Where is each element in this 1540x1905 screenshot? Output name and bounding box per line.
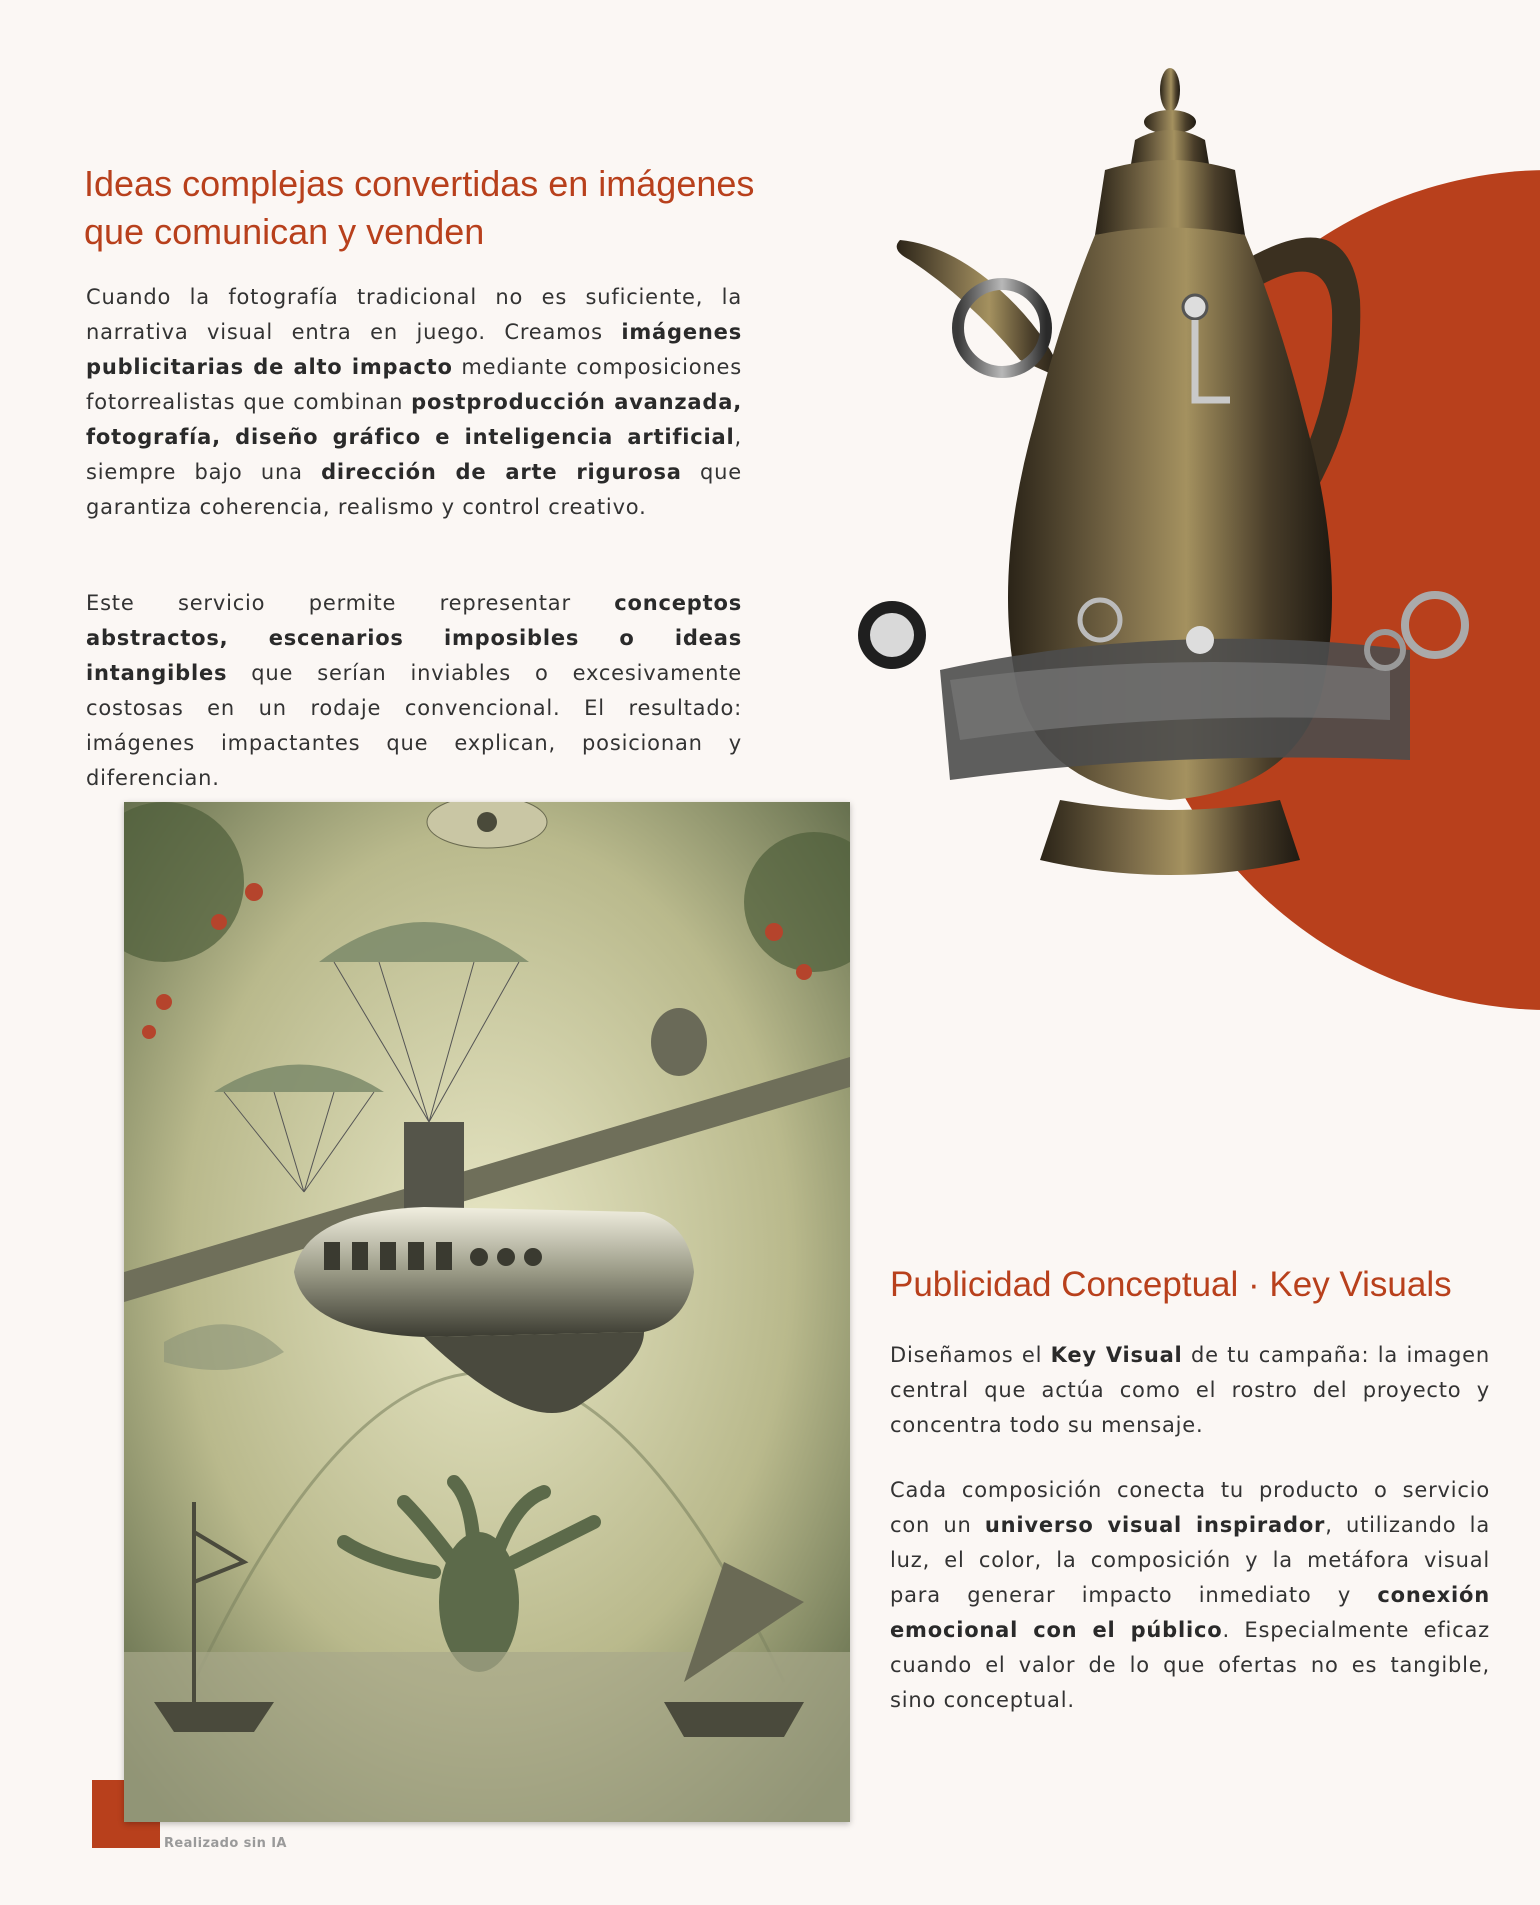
steampunk-teapot-image — [850, 60, 1490, 920]
emphasis-text: conexión emocional con el público — [890, 1583, 1490, 1642]
body-text: Cada composición conecta tu producto o servicio con un — [890, 1478, 1490, 1537]
body-text: Este servicio permite representar — [86, 591, 615, 615]
intro-paragraph — [86, 280, 742, 525]
title-line-1: Ideas complejas convertidas en imágenes — [84, 163, 755, 204]
body-text: de tu campaña: la imagen central que actúa como el rostro del proyecto y concentra todo su mensaje. — [890, 1343, 1490, 1437]
key-visual-paragraph — [890, 1338, 1490, 1443]
body-text: . Especialmente eficaz cuando el valor de lo que ofertas no es tangible, sino conceptual. — [890, 1618, 1490, 1712]
section-title-1 — [84, 160, 764, 256]
emphasis-text: imágenes publicitarias de alto impacto — [86, 320, 742, 379]
composition-paragraph — [890, 1473, 1490, 1718]
body-text: que serían inviables o excesivamente costosas en un rodaje convencional. El resultado: imágenes impactantes que explican, posicionan y diferencian. — [86, 661, 742, 790]
title-line-2: que comunican y venden — [84, 211, 485, 252]
body-text: Diseñamos el — [890, 1343, 1051, 1367]
service-paragraph — [86, 586, 742, 796]
body-text: Cuando la fotografía tradicional no es suficiente, la narrativa visual entra en juego. Creamos — [86, 285, 742, 344]
emphasis-text: postproducción avanzada, fotografía, diseño gráfico e inteligencia artificial — [86, 390, 742, 449]
emphasis-text: universo visual inspirador — [984, 1513, 1326, 1537]
body-text: , siempre bajo una — [86, 425, 742, 484]
body-text: , utilizando la luz, el color, la composición y la metáfora visual para generar impacto inmediato y — [890, 1513, 1490, 1607]
body-text: que garantiza coherencia, realismo y control creativo. — [86, 460, 743, 519]
caption: Realizado sin IA — [164, 1836, 287, 1851]
emphasis-text: conceptos abstractos, escenarios imposibles o ideas intangibles — [86, 591, 742, 685]
airship-poster-image — [124, 802, 850, 1822]
emphasis-text: Key Visual — [1050, 1343, 1183, 1367]
body-text: mediante composiciones fotorrealistas que combinan — [86, 355, 743, 414]
emphasis-text: dirección de arte rigurosa — [321, 460, 682, 484]
section-title-2: Publicidad Conceptual · Key Visuals — [890, 1265, 1452, 1304]
